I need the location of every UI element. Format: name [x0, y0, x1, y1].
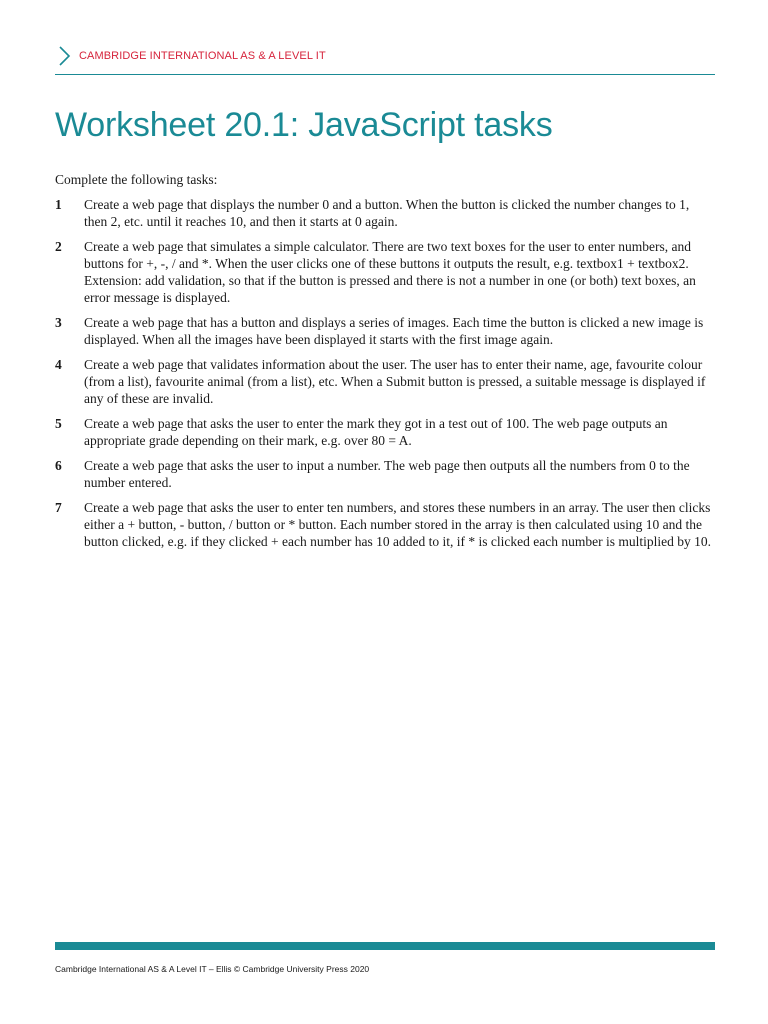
- task-text: Create a web page that asks the user to input a number. The web page then outputs all the numbers from 0 to the number entered.: [84, 458, 690, 490]
- task-text: Create a web page that validates information about the user. The user has to enter their name, age, favourite colour (from a list), favourite animal (from a list), etc. When a Submit button is pressed, a suitable message is displayed if any of these are invalid.: [84, 357, 706, 406]
- task-text: Create a web page that asks the user to enter the mark they got in a test out of 100. The web page outputs an appropriate grade depending on their mark, e.g. over 80 = A.: [84, 416, 668, 448]
- header-label: CAMBRIDGE INTERNATIONAL AS & A LEVEL IT: [79, 50, 326, 62]
- intro-text: Complete the following tasks:: [55, 172, 218, 187]
- task-number: 1: [55, 197, 62, 212]
- chevron-right-icon: [57, 45, 71, 67]
- footer-copyright: Cambridge International AS & A Level IT – Ellis © Cambridge University Press 2020: [55, 964, 370, 974]
- task-item: [55, 196, 715, 230]
- task-number: 6: [55, 458, 62, 473]
- task-text: Create a web page that simulates a simple calculator. There are two text boxes for the user to enter numbers, and buttons for +, -, / and *. When the user clicks one of these buttons it outputs the result, e.g. textbox1 + textbox2.: [84, 239, 692, 271]
- task-text: Create a web page that displays the number 0 and a button. When the button is clicked the number changes to 1, then 2, etc. until it reaches 10, and then it starts at 0 again.: [84, 197, 690, 229]
- task-extension: Extension: add validation, so that if the button is pressed and there is not a number in one (or both) text boxes, an error message is displayed.: [84, 273, 696, 305]
- page-header: [55, 44, 715, 75]
- task-item: [55, 314, 715, 348]
- task-item: [55, 238, 715, 306]
- task-item: [55, 356, 715, 407]
- task-item: [55, 415, 715, 449]
- task-number: 7: [55, 500, 62, 515]
- task-list: [55, 196, 715, 558]
- task-number: 3: [55, 315, 62, 330]
- task-number: 5: [55, 416, 62, 431]
- footer-bar: [55, 942, 715, 950]
- task-item: [55, 457, 715, 491]
- task-number: 4: [55, 357, 62, 372]
- task-item: [55, 499, 715, 550]
- task-text: Create a web page that has a button and displays a series of images. Each time the button is clicked a new image is displayed. When all the images have been displayed it starts with the first image again.: [84, 315, 704, 347]
- page-title: Worksheet 20.1: JavaScript tasks: [55, 106, 553, 144]
- task-text: Create a web page that asks the user to enter ten numbers, and stores these numbers in an array. The user then clicks either a + button, - button, / button or * button. Each number stored in the array is then calculated using 10 and the button clicked, e.g. if they clicked + each number has 10 added to it, if * is clicked each number is multiplied by 10.: [84, 500, 711, 549]
- task-number: 2: [55, 239, 62, 254]
- task-content: [84, 238, 715, 306]
